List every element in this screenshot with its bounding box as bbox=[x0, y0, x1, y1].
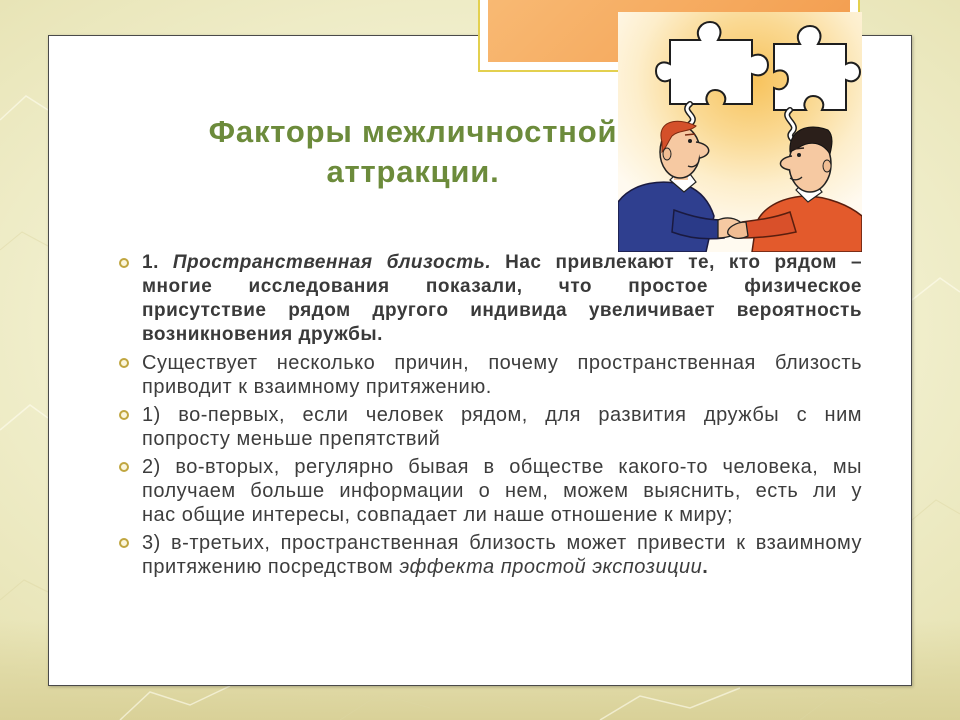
bullet-item-3 bbox=[142, 403, 862, 451]
bullet-line: многие исследования показали, что простое физическое bbox=[142, 276, 862, 297]
slide-title bbox=[200, 112, 626, 192]
bullet-line: 3) в-третьих, пространственная близость может привести к взаимному bbox=[142, 532, 862, 554]
bullet-line: получаем больше информации о нем, можем выяснить, есть ли у bbox=[142, 480, 862, 502]
circle-bullet-icon bbox=[119, 258, 129, 268]
item-heading: Пространственная близость. bbox=[172, 252, 492, 273]
circle-bullet-icon bbox=[119, 410, 129, 420]
handshake bbox=[718, 218, 748, 238]
left-puzzle-piece-icon bbox=[656, 22, 768, 104]
bullet-text: притяжению посредством bbox=[142, 556, 394, 578]
bullet-line: 2) во-вторых, регулярно бывая в обществе какого-то человека, мы bbox=[142, 456, 862, 478]
left-person bbox=[618, 121, 724, 252]
item-number: 1. bbox=[142, 252, 159, 273]
bullet-line: возникновения дружбы. bbox=[142, 324, 383, 345]
bullet-line: присутствие рядом другого индивида увеличивает вероятность bbox=[142, 300, 862, 321]
bullet-item-1 bbox=[142, 251, 862, 347]
right-puzzle-piece-icon bbox=[774, 26, 860, 110]
circle-bullet-icon bbox=[119, 462, 129, 472]
slide-title-line-1: Факторы межличностной bbox=[208, 114, 618, 149]
bullet-line: нас общие интересы, совпадает ли наше отношение к миру; bbox=[142, 504, 734, 526]
bullet-line: Существует несколько причин, почему пространственная близость bbox=[142, 352, 862, 374]
bullet-list bbox=[142, 251, 862, 583]
slide-title-line-2: аттракции. bbox=[326, 154, 500, 189]
right-person bbox=[740, 127, 862, 252]
puzzle-handshake-illustration bbox=[618, 12, 862, 252]
emphasized-term: эффекта простой экспозиции bbox=[399, 556, 703, 578]
bullet-text: Нас привлекают те, кто рядом – bbox=[505, 252, 863, 273]
bullet-item-2 bbox=[142, 351, 862, 399]
bullet-line: 1) во-первых, если человек рядом, для развития дружбы с ним bbox=[142, 404, 862, 426]
bullet-item-4 bbox=[142, 455, 862, 527]
bullet-line: попросту меньше препятствий bbox=[142, 428, 441, 450]
bullet-end-period: . bbox=[702, 556, 709, 578]
bullet-line bbox=[142, 251, 862, 275]
bullet-item-5 bbox=[142, 531, 862, 579]
circle-bullet-icon bbox=[119, 538, 129, 548]
bullet-line bbox=[142, 555, 862, 579]
bullet-line: приводит к взаимному притяжению. bbox=[142, 376, 492, 398]
circle-bullet-icon bbox=[119, 358, 129, 368]
